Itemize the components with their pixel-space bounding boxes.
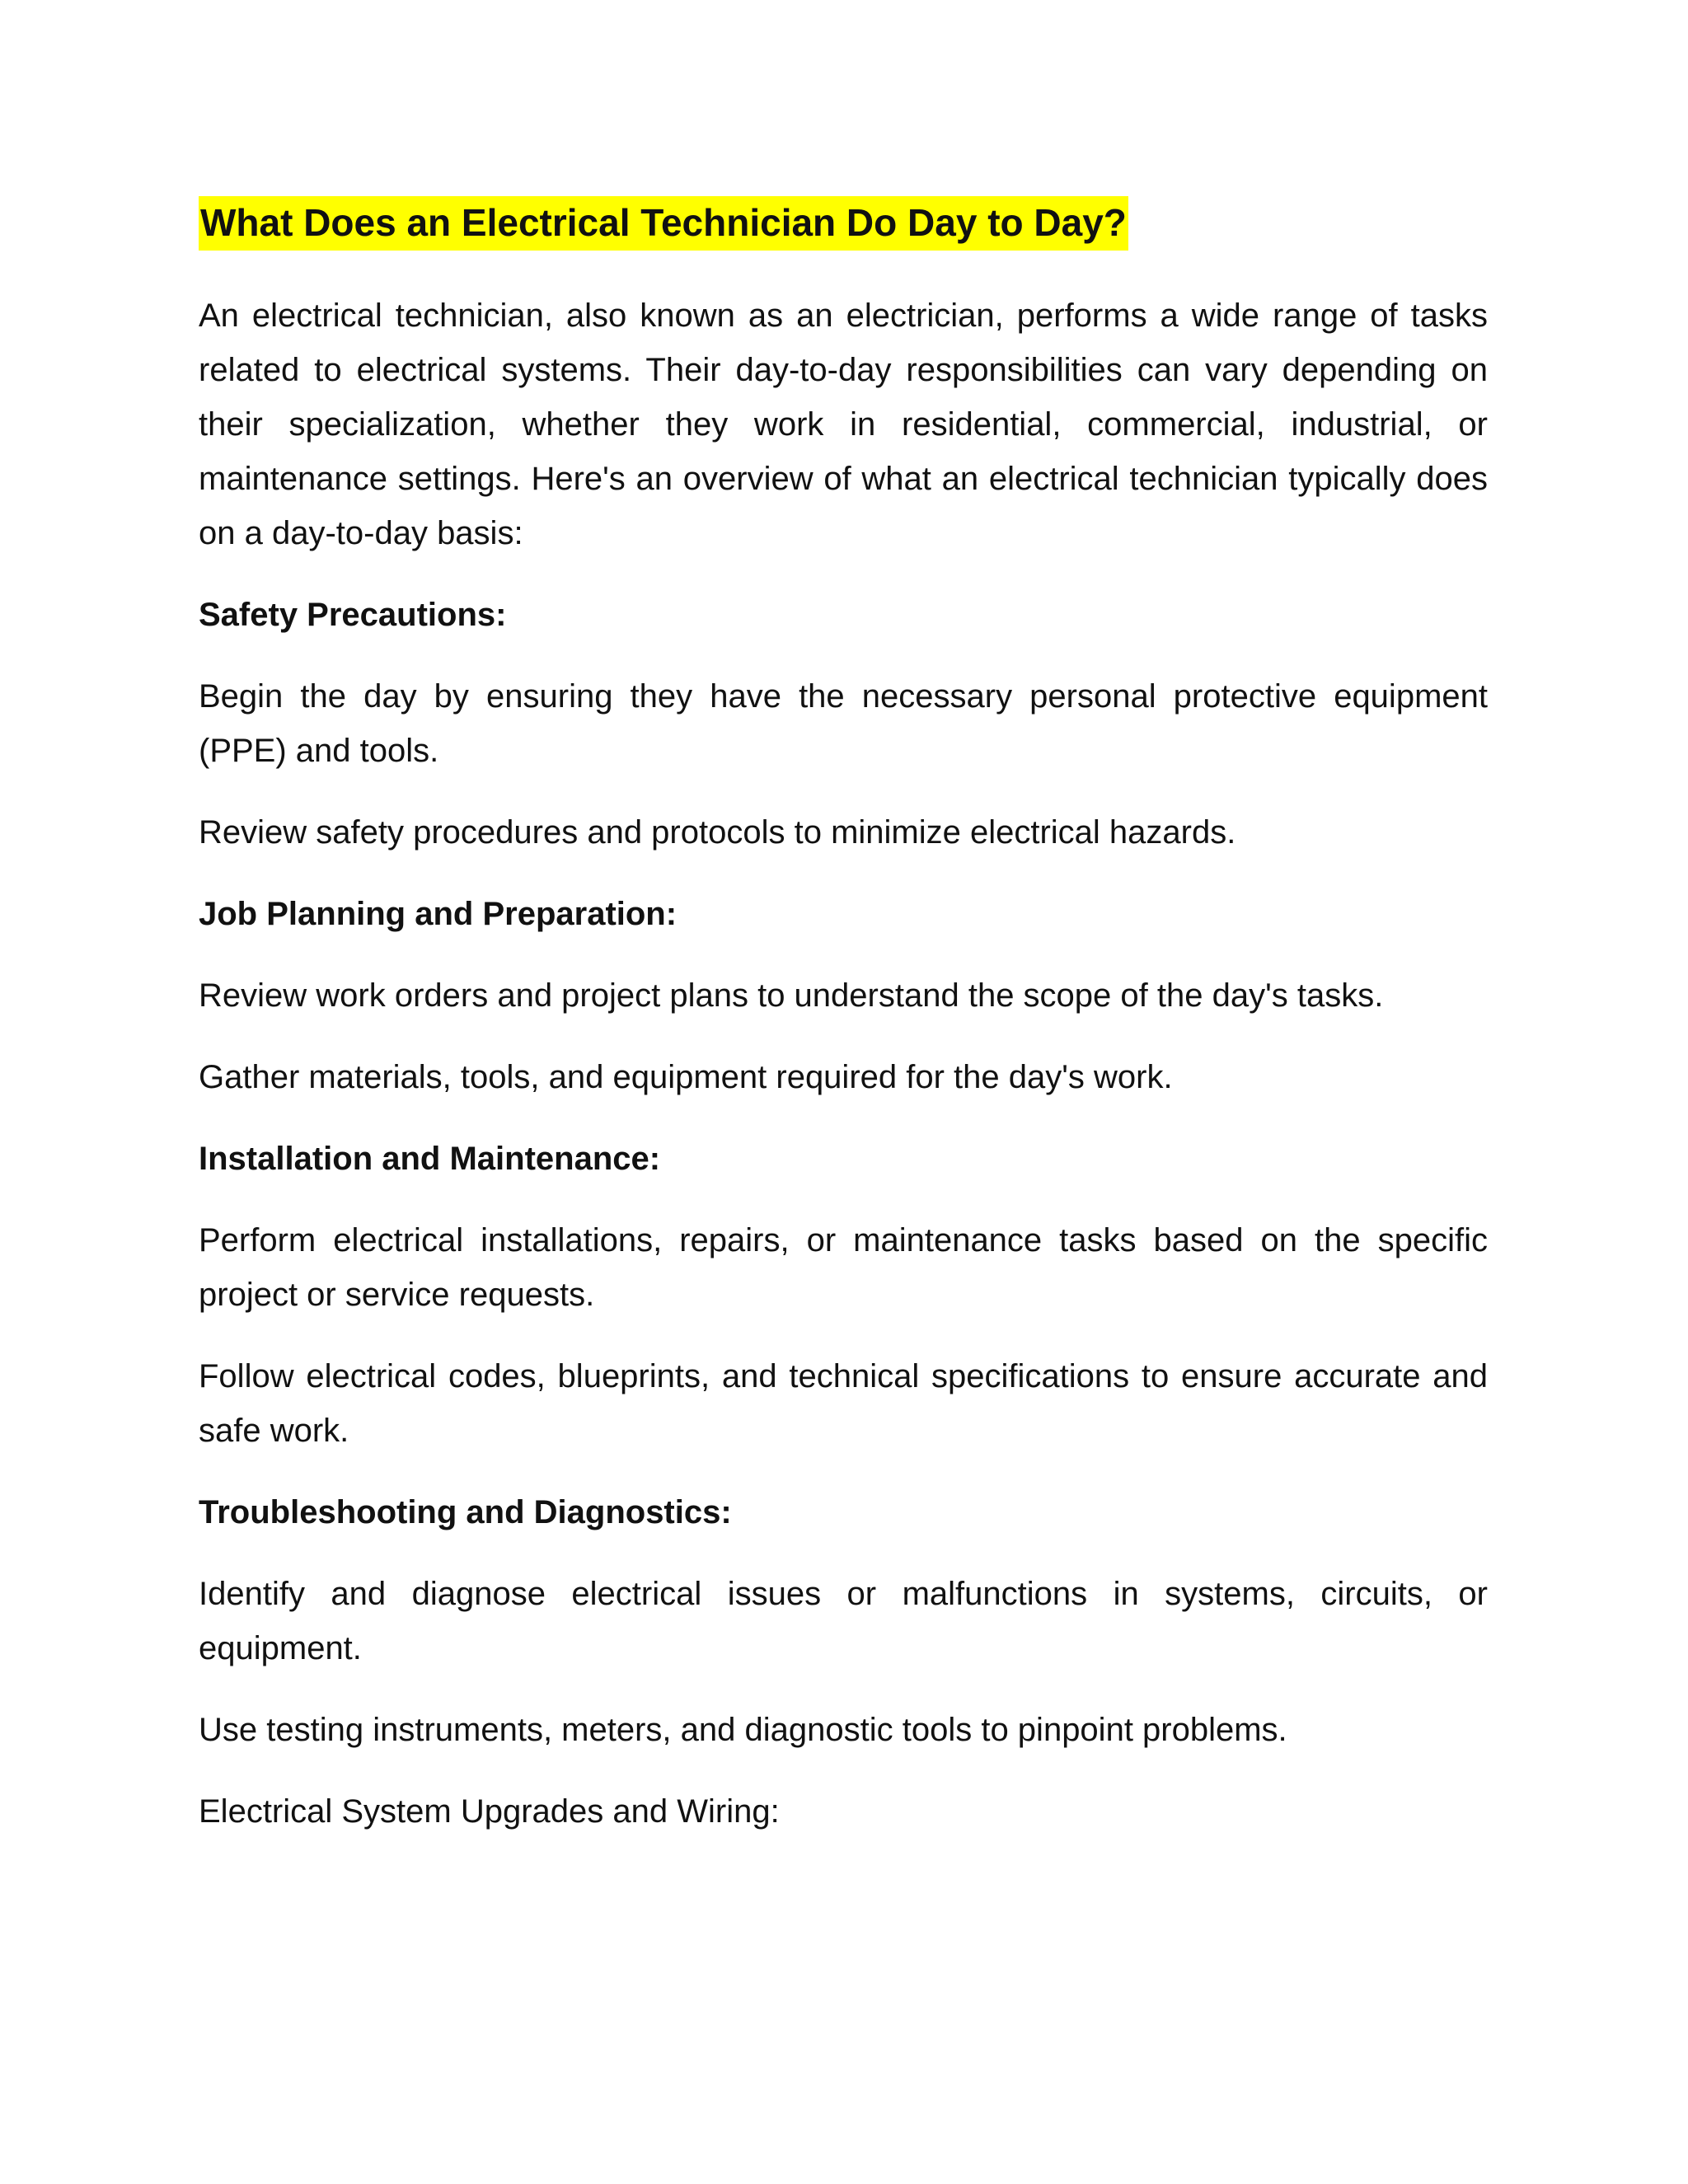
section-paragraph: Gather materials, tools, and equipment required for the day's work. — [199, 1059, 1173, 1095]
section-heading: Troubleshooting and Diagnostics: — [199, 1494, 732, 1530]
section-paragraph: Perform electrical installations, repairs, or maintenance tasks based on the specific project or service requests. — [199, 1222, 1488, 1313]
document-body — [199, 196, 1488, 1866]
section-paragraph: Use testing instruments, meters, and diagnostic tools to pinpoint problems. — [199, 1712, 1287, 1748]
section-paragraph: Begin the day by ensuring they have the necessary personal protective equipment (PPE) and tools. — [199, 678, 1488, 769]
section-heading: Installation and Maintenance: — [199, 1141, 661, 1177]
document-title — [199, 196, 1488, 249]
section-paragraph: Identify and diagnose electrical issues or malfunctions in systems, circuits, or equipment. — [199, 1576, 1488, 1666]
section-paragraph: Review safety procedures and protocols to minimize electrical hazards. — [199, 814, 1236, 851]
section-paragraph: Follow electrical codes, blueprints, and technical specifications to ensure accurate and safe work. — [199, 1358, 1488, 1449]
section-heading: Job Planning and Preparation: — [199, 896, 678, 932]
title-highlight: What Does an Electrical Technician Do Day to Day? — [199, 196, 1128, 251]
section-safety-precautions — [199, 588, 1488, 860]
intro-paragraph: An electrical technician, also known as an electrician, performs a wide range of tasks related to electrical systems. Their day-to-day responsibilities can vary depending on their specialization, whether they work in residential, commercial, industrial, or maintenance settings. Here's an overview of what an electrical technician typically does on a day-to-day basis: — [199, 298, 1488, 551]
section-paragraph: Review work orders and project plans to understand the scope of the day's tasks. — [199, 977, 1384, 1014]
trailing-heading-line: Electrical System Upgrades and Wiring: — [199, 1793, 780, 1830]
section-troubleshooting — [199, 1485, 1488, 1757]
section-installation-maintenance — [199, 1132, 1488, 1458]
section-heading: Safety Precautions: — [199, 597, 507, 633]
section-job-planning — [199, 887, 1488, 1104]
